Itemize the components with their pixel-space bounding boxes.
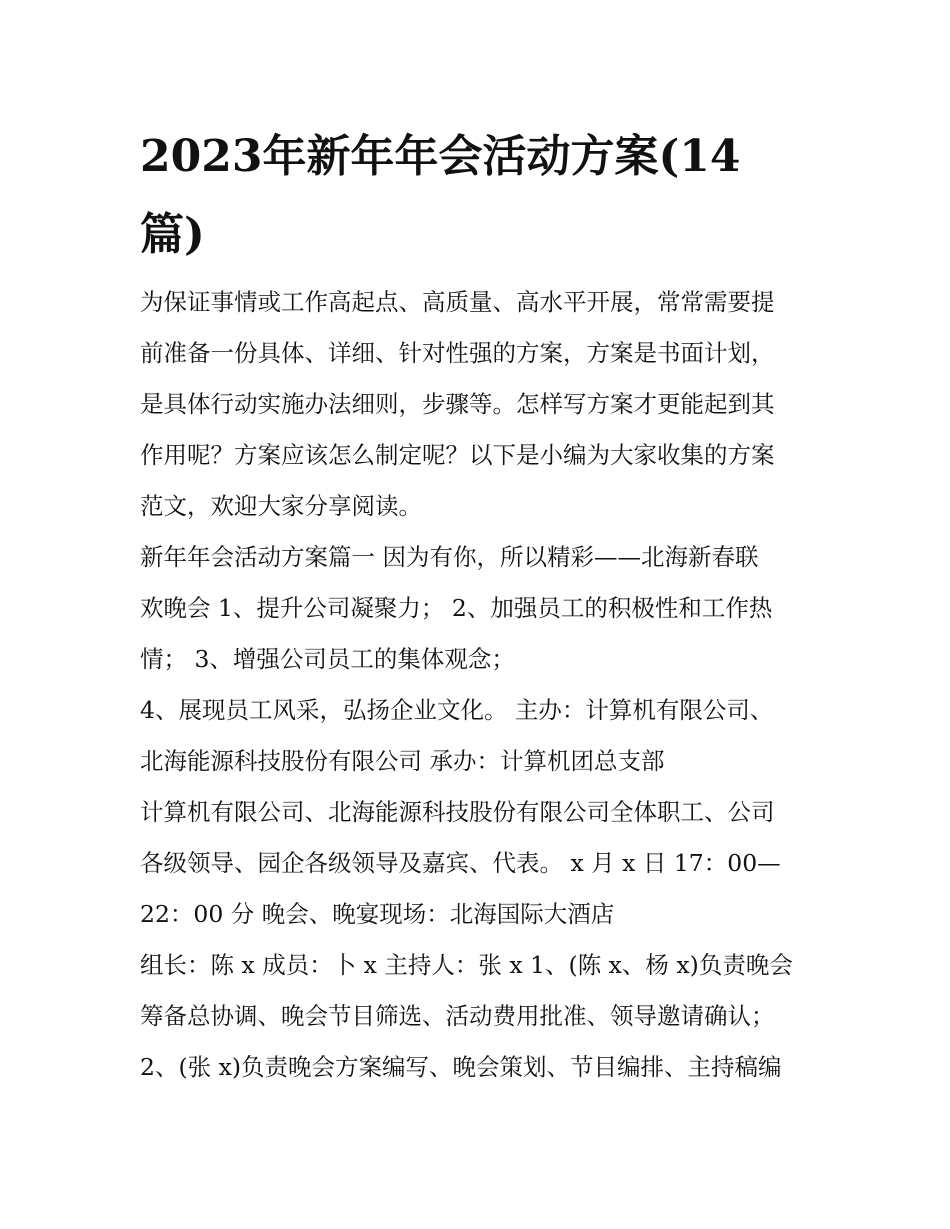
- text-line: 为保证事情或工作高起点、高质量、高水平开展，常常需要提: [140, 288, 775, 316]
- text-line: 2、(张 x)负责晚会方案编写、晚会策划、节目编排、主持稿编: [140, 1053, 782, 1081]
- title-line: 2023年新年年会活动方案(14: [140, 131, 741, 182]
- text-line: 22：00 分 晚会、晚宴现场：北海国际大酒店: [140, 900, 615, 928]
- text-line: 前准备一份具体、详细、针对性强的方案，方案是书面计划，: [140, 339, 775, 367]
- text-line: 作用呢？方案应该怎么制定呢？以下是小编为大家收集的方案: [140, 441, 775, 469]
- text-line: 新年年会活动方案篇一 因为有你，所以精彩——北海新春联: [140, 543, 759, 571]
- text-line: 4、展现员工风采，弘扬企业文化。 主办：计算机有限公司、: [140, 696, 774, 724]
- text-line: 是具体行动实施办法细则，步骤等。怎样写方案才更能起到其: [140, 390, 775, 418]
- text-line: 计算机有限公司、北海能源科技股份有限公司全体职工、公司: [140, 798, 775, 826]
- text-line: 情； 3、增强公司员工的集体观念；: [140, 645, 515, 673]
- text-line: 范文，欢迎大家分享阅读。: [140, 492, 422, 520]
- text-line: 北海能源科技股份有限公司 承办：计算机团总支部: [140, 747, 665, 775]
- text-line: 各级领导、园企各级领导及嘉宾、代表。 x 月 x 日 17：00—: [140, 849, 781, 877]
- text-line: 组长：陈 x 成员：卜 x 主持人：张 x 1、(陈 x、杨 x)负责晚会: [140, 951, 793, 979]
- text-line: 筹备总协调、晚会节目筛选、活动费用批准、领导邀请确认；: [140, 1002, 775, 1030]
- document-title: [140, 118, 820, 274]
- text-line: 欢晚会 1、提升公司凝聚力； 2、加强员工的积极性和工作热: [140, 594, 773, 622]
- document-body: [140, 277, 830, 1093]
- title-line: 篇): [140, 209, 205, 260]
